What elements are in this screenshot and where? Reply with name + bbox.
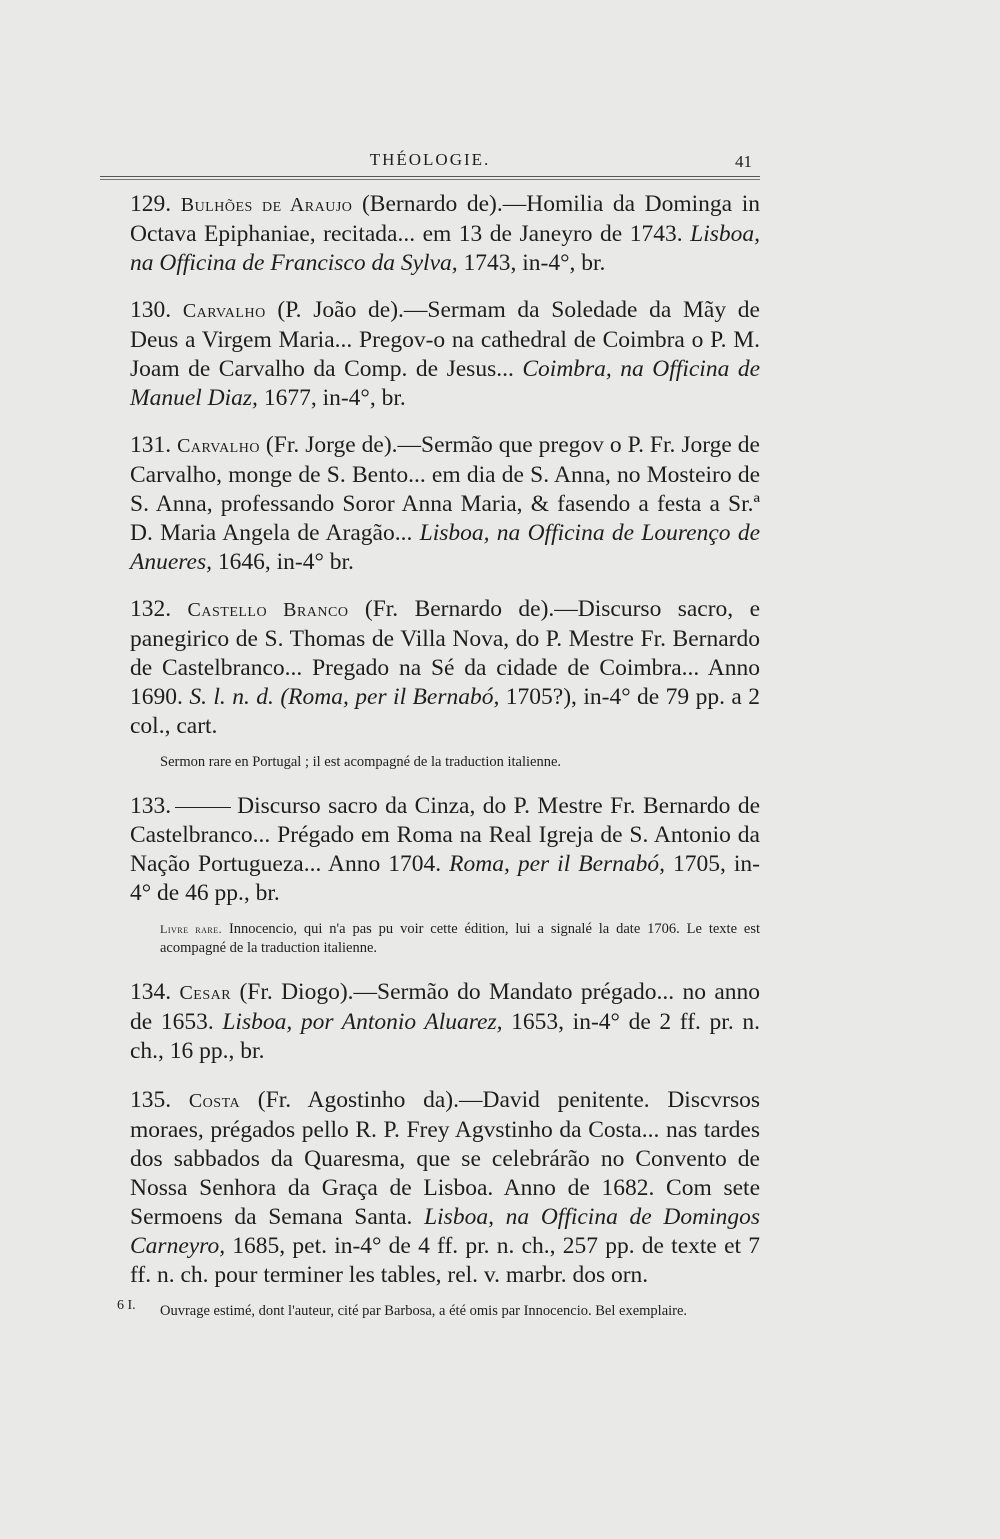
entry-title: (Fr. Bernardo de).—Discurso sacro, e panegirico de S. Thomas de Villa Nova, do P. Mestre Fr. Bernardo de Castelbranco... Pregado na Sé da cidade de Coimbra... Anno 1690. [130, 596, 761, 710]
entry-imprint: Lisboa, por Antonio Aluarez, [222, 1009, 503, 1035]
entry-imprint: S. l. n. d. (Roma, per il Bernabó, [189, 684, 500, 710]
entry-133 [130, 792, 760, 958]
entry-title: (P. João de).—Sermam da Soledade da Mãy de Deus a Virgem Maria... Pregov-o na cathedral de Coimbra o P. M. Joam de Carvalho da Comp. de Jesus... [130, 297, 760, 382]
entry-imprint: Lisboa, na Officina de Lourenço de Anueres, [130, 520, 761, 575]
entry-number: 134. [130, 979, 172, 1005]
entry-134 [130, 978, 760, 1066]
entry-text [130, 978, 760, 1066]
entry-number: 132. [130, 596, 172, 622]
entry-129 [130, 190, 760, 278]
entry-text [130, 296, 760, 413]
entry-135 [130, 1086, 760, 1321]
entry-title: (Fr. Agostinho da).—David penitente. Discvrsos moraes, prégados pello R. P. Frey Agvstinho da Costa... nas tardes dos sabbados da Quaresma, que se celebrárão no Convento de Nossa Senhora da Graça de Lisboa. Anno de 1682. Com sete Sermoens da Semana Santa. [130, 1087, 761, 1230]
entry-title: Discurso sacro da Cinza, do P. Mestre Fr. Bernardo de Castelbranco... Prégado em Roma na Real Igreja de S. Antonio da Nação Portugueza... Anno 1704. [130, 793, 760, 877]
entry-131 [130, 431, 760, 577]
entry-collation: 1705?), in-4° de 79 pp. a 2 col., cart. [130, 684, 760, 739]
entry-author: Bulhões de Araujo [180, 194, 353, 216]
entry-collation: 1677, in-4°, br. [257, 385, 406, 411]
page-header [100, 148, 760, 177]
ditto-dash [175, 807, 231, 808]
entry-author: Cesar [179, 982, 232, 1004]
entry-number: 129. [130, 191, 172, 217]
entry-imprint: Coimbra, na Officina de Manuel Diaz, [130, 356, 760, 411]
catalog-entries [130, 190, 760, 1321]
entry-collation: 1743, in-4°, br. [457, 250, 606, 276]
entry-imprint: Lisboa, na Officina de Domingos Carneyro, [130, 1204, 760, 1259]
entry-title: (Fr. Jorge de).—Sermão que pregov o P. Fr. Jorge de Carvalho, monge de S. Bento... em dia de S. Anna, no Mosteiro de S. Anna, professando Soror Anna Maria, & fasendo a festa a Sr.ª D. Maria Angela de Aragão... [130, 432, 760, 546]
entry-text [130, 431, 760, 577]
entry-130 [130, 296, 760, 413]
entry-132 [130, 595, 760, 772]
entry-note [130, 920, 760, 958]
entry-text [130, 1086, 760, 1290]
entry-number: 131. [130, 432, 172, 458]
entry-imprint: Roma, per il Bernabó, [449, 851, 666, 877]
entry-collation: 1646, in-4° br. [212, 549, 354, 575]
entry-author: Carvalho [182, 300, 266, 322]
entry-author: Costa [188, 1090, 241, 1112]
entry-collation: 1705, in-4° de 46 pp., br. [130, 851, 761, 906]
entry-number: 133. [130, 793, 172, 819]
entry-note: Sermon rare en Portugal ; il est acompagné de la traduction italienne. [160, 754, 562, 770]
running-title: THÉOLOGIE. [369, 150, 491, 169]
page-number: 41 [735, 152, 752, 171]
note-label: Livre rare. [160, 922, 223, 936]
entry-imprint: Lisboa, na Officina de Francisco da Sylva, [130, 221, 760, 276]
entry-note: Ouvrage estimé, dont l'auteur, cité par Barbosa, a été omis par Innocencio. Bel exemplaire. [160, 1303, 688, 1319]
entry-text [130, 792, 760, 908]
entry-number: 135. [130, 1087, 172, 1113]
entry-number: 130. [130, 297, 172, 323]
entry-collation: 1685, pet. in-4° de 4 ff. pr. n. ch., 257 pp. de texte et 7 ff. n. ch. pour terminer les tables, rel. v. marbr. dos orn. [130, 1233, 760, 1288]
entry-author: Carvalho [177, 435, 260, 457]
entry-author: Castello Branco [187, 599, 349, 621]
entry-title: (Bernardo de).—Homilia da Dominga in Octava Epiphaniae, recitada... em 13 de Janeyro de 1743. [130, 191, 760, 247]
entry-text [130, 190, 760, 278]
entry-collation: 1653, in-4° de 2 ff. pr. n. ch., 16 pp., br. [130, 1009, 760, 1064]
entry-title: (Fr. Diogo).—Sermão do Mandato prégado... no anno de 1653. [130, 979, 761, 1035]
note-text: Innocencio, qui n'a pas pu voir cette édition, lui a signalé la date 1706. Le texte est acompagné de la traduction italienne. [160, 921, 760, 956]
entry-text [130, 595, 760, 741]
signature-mark: 6 I. [117, 1298, 136, 1313]
